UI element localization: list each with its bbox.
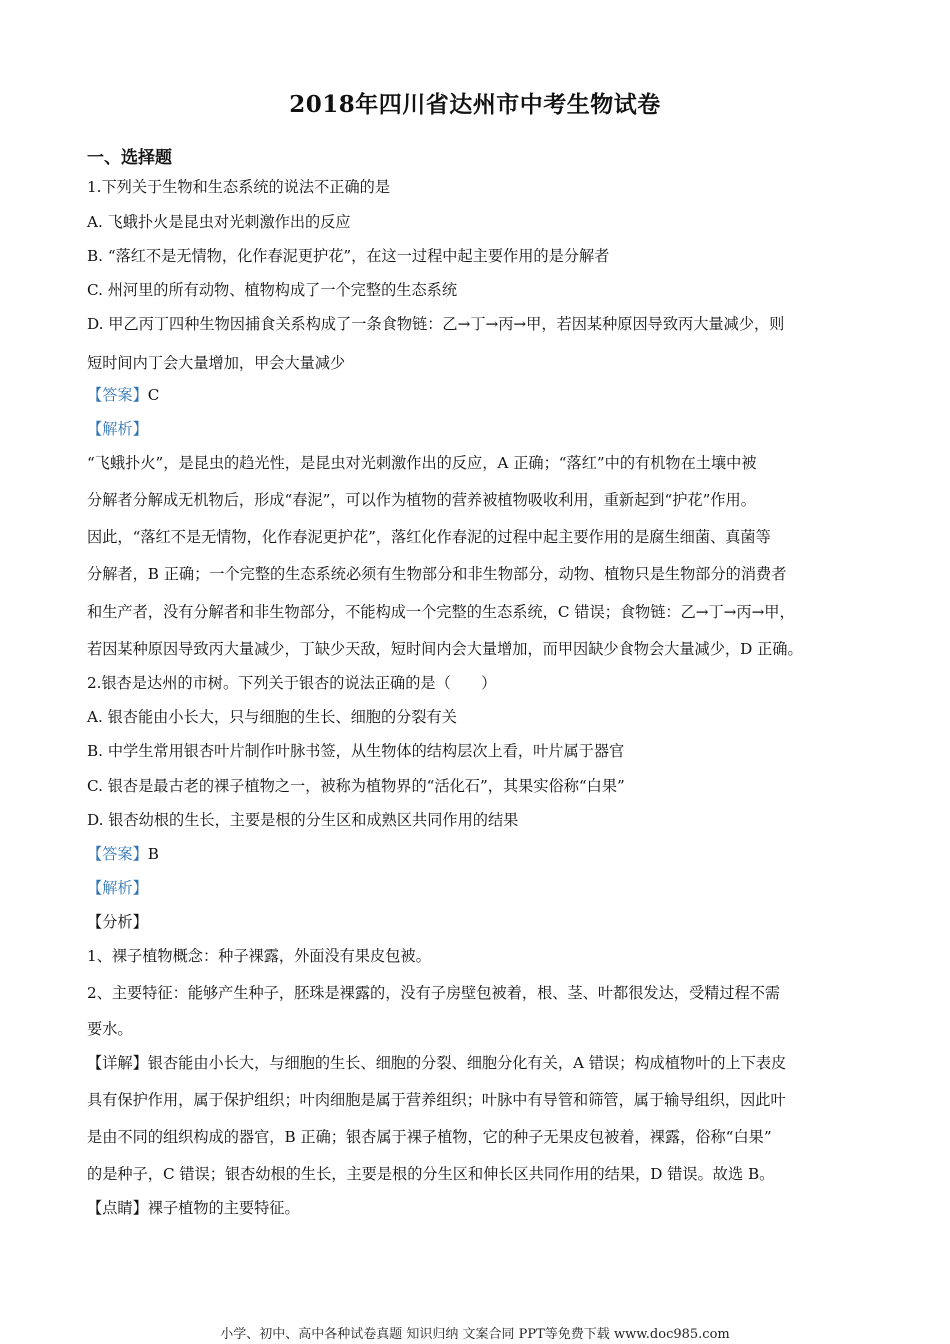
answer-value: C [147,386,160,404]
q1-analysis-line: 分解者分解成无机物后，形成“春泥”，可以作为植物的营养被植物吸收利用，重新起到“护花”作用。 [87,491,756,509]
dianjing-tag: 【点睛】 [87,1199,148,1217]
q1-answer [87,385,890,405]
q1-option-c: C. 州河里的所有动物、植物构成了一个完整的生态系统 [87,281,458,299]
answer-value: B [147,845,159,863]
q2-option-d: D. 银杏幼根的生长，主要是根的分生区和成熟区共同作用的结果 [87,811,519,829]
q1-option-d: D. 甲乙丙丁四种生物因捕食关系构成了一条食物链：乙→丁→丙→甲，若因某种原因导致丙大量减少，则 [87,315,785,333]
question-1-stem: 1.下列关于生物和生态系统的说法不正确的是 [87,178,391,196]
q1-analysis-line: 分解者，B 正确；一个完整的生态系统必须有生物部分和非生物部分，动物、植物只是生物部分的消费者 [87,565,787,583]
q2-detail-line: 的是种子，C 错误；银杏幼根的生长，主要是根的分生区和伸长区共同作用的结果，D 错误。故选 B。 [87,1165,775,1183]
q1-option-a: A. 飞蛾扑火是昆虫对光刺激作出的反应 [87,213,351,231]
q2-detail-line: 是由不同的组织构成的器官，B 正确；银杏属于裸子植物，它的种子无果皮包被着，裸露，俗称“白果” [87,1128,772,1146]
q2-fenxi-tag: 【分析】 [87,913,148,931]
q2-answer [87,844,890,864]
q2-option-a: A. 银杏能由小长大，只与细胞的生长、细胞的分裂有关 [87,708,457,726]
section-heading: 一、选择题 [87,148,172,168]
answer-tag: 【答案】 [87,386,148,404]
q1-analysis-line: 若因某种原因导致丙大量减少，丁缺少天敌，短时间内会大量增加，而甲因缺少食物会大量减少，D 正确。 [87,640,803,658]
question-2-stem: 2.银杏是达州的市树。下列关于银杏的说法正确的是（ ） [87,674,497,692]
q1-option-d-cont: 短时间内丁会大量增加，甲会大量减少 [87,354,346,372]
page-title: 2018年四川省达州市中考生物试卷 [289,91,661,118]
answer-tag: 【答案】 [87,845,148,863]
q2-dianjing [87,1198,890,1218]
q2-detail-line: 具有保护作用，属于保护组织；叶肉细胞是属于营养组织；叶脉中有导管和筛管，属于输导组织，因此叶 [87,1091,786,1109]
page-footer: 小学、初中、高中各种试卷真题 知识归纳 文案合同 PPT等免费下载 www.doc985.com [220,1327,730,1342]
q2-detail-line [87,1053,890,1073]
q2-point-cont: 要水。 [87,1020,133,1038]
q1-analysis-tag: 【解析】 [87,420,148,438]
q2-option-b: B. 中学生常用银杏叶片制作叶脉书签，从生物体的结构层次上看，叶片属于器官 [87,742,625,760]
q1-analysis-line: “飞蛾扑火”，是昆虫的趋光性，是昆虫对光刺激作出的反应，A 正确；“落红”中的有机物在土壤中被 [87,454,757,472]
q1-analysis-line: 和生产者，没有分解者和非生物部分，不能构成一个完整的生态系统，C 错误；食物链：乙→丁→丙→甲， [87,603,795,621]
q1-analysis-line: 因此，“落红不是无情物，化作春泥更护花”，落红化作春泥的过程中起主要作用的是腐生细菌、真菌等 [87,528,771,546]
q2-point: 2、主要特征：能够产生种子，胚珠是裸露的，没有子房壁包被着，根、茎、叶都很发达，受精过程不需 [87,984,781,1002]
q1-option-b: B. “落红不是无情物，化作春泥更护花”，在这一过程中起主要作用的是分解者 [87,247,610,265]
q2-point: 1、裸子植物概念：种子裸露，外面没有果皮包被。 [87,947,431,965]
detail-tag: 【详解】 [87,1054,148,1072]
detail-text: 银杏能由小长大，与细胞的生长、细胞的分裂、细胞分化有关，A 错误；构成植物叶的上下表皮 [147,1054,787,1072]
dianjing-text: 裸子植物的主要特征。 [147,1199,300,1217]
q2-analysis-tag: 【解析】 [87,879,148,897]
q2-option-c: C. 银杏是最古老的裸子植物之一，被称为植物界的“活化石”，其果实俗称“白果” [87,777,625,795]
